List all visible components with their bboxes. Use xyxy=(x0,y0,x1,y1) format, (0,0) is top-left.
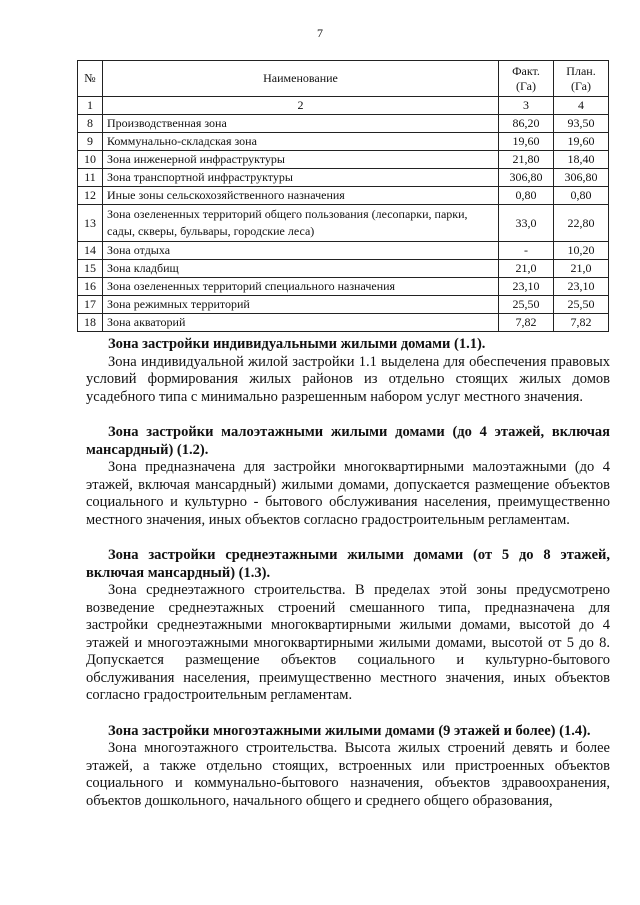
section-body-1-4: Зона многоэтажного строительства. Высота жилых строений девять и более этажей, а также отдельно стоящих, встроенных или пристроенных объектов социального и коммунально-бытового назначения, объектов здравоохранения, объектов дошкольного, начального общего и среднего общего образования, xyxy=(86,740,610,809)
table-row xyxy=(78,205,609,242)
row-fact: 19,60 xyxy=(499,133,554,151)
table-row xyxy=(78,242,609,260)
row-fact: 0,80 xyxy=(499,187,554,205)
row-num: 9 xyxy=(78,133,103,151)
section-title-1-4: Зона застройки многоэтажными жилыми домами (9 этажей и более) (1.4). xyxy=(108,722,591,739)
table-row xyxy=(78,314,609,332)
index-cell: 2 xyxy=(103,97,499,115)
row-num: 13 xyxy=(78,205,103,242)
row-num: 11 xyxy=(78,169,103,187)
row-plan: 19,60 xyxy=(554,133,609,151)
row-num: 10 xyxy=(78,151,103,169)
row-fact: - xyxy=(499,242,554,260)
section-title-1-1: Зона застройки индивидуальными жилыми домами (1.1). xyxy=(108,336,486,352)
row-name: Зона отдыха xyxy=(103,242,499,260)
row-fact: 25,50 xyxy=(499,296,554,314)
row-num: 8 xyxy=(78,115,103,133)
row-name: Зона режимных территорий xyxy=(103,296,499,314)
row-name: Производственная зона xyxy=(103,115,499,133)
table-row xyxy=(78,151,609,169)
row-plan: 23,10 xyxy=(554,278,609,296)
document-body xyxy=(86,336,610,810)
row-plan: 25,50 xyxy=(554,296,609,314)
table-row xyxy=(78,115,609,133)
section-body-1-3: Зона среднеэтажного строительства. В пределах этой зоны предусмотрено возведение среднеэтажных строений смешанного типа, предназначена для застройки среднеэтажными многоквартирными жилыми домами, высотой до 4 этажей и многоэтажными многоквартирными жилыми домами, высотой от 5 до 8. Допускается размещение объектов социального и культурно-бытового обслуживания населения, преимущественно местного значения, иных объектов согласно градостроительным регламентам. xyxy=(86,582,610,703)
header-fact: Факт. (Га) xyxy=(499,61,554,97)
row-fact: 33,0 xyxy=(499,205,554,242)
section-body-1-2: Зона предназначена для застройки многоквартирными малоэтажными (до 4 этажей, включая мансардный) жилыми домами, допускается размещение объектов социального и культурно - бытового обслуживания населения, преимущественно местного значения, иных объектов согласно градостроительным регламентам. xyxy=(86,459,610,528)
row-name: Зона озелененных территорий общего пользования (лесопарки, парки, сады, скверы, бульвары, городские леса) xyxy=(103,205,499,242)
table-row xyxy=(78,133,609,151)
row-fact: 23,10 xyxy=(499,278,554,296)
table-row xyxy=(78,260,609,278)
row-num: 14 xyxy=(78,242,103,260)
section-body-1-1: Зона индивидуальной жилой застройки 1.1 выделена для обеспечения правовых условий формирования жилых районов из отдельно стоящих жилых домов усадебного типа с минимально разрешенным набором услуг местного значения. xyxy=(86,353,610,405)
row-plan: 7,82 xyxy=(554,314,609,332)
header-num: № xyxy=(78,61,103,97)
row-num: 15 xyxy=(78,260,103,278)
row-name: Зона акваторий xyxy=(103,314,499,332)
row-name: Зона озелененных территорий специального назначения xyxy=(103,278,499,296)
row-num: 16 xyxy=(78,278,103,296)
row-plan: 10,20 xyxy=(554,242,609,260)
table-index-row xyxy=(78,97,609,115)
row-fact: 21,80 xyxy=(499,151,554,169)
row-num: 12 xyxy=(78,187,103,205)
section-title-1-2: Зона застройки малоэтажными жилыми домами (до 4 этажей, включая мансардный) (1.2). xyxy=(86,424,610,458)
index-cell: 4 xyxy=(554,97,609,115)
row-fact: 21,0 xyxy=(499,260,554,278)
header-name: Наименование xyxy=(103,61,499,97)
row-name: Зона кладбищ xyxy=(103,260,499,278)
row-fact: 7,82 xyxy=(499,314,554,332)
table-row xyxy=(78,278,609,296)
row-plan: 21,0 xyxy=(554,260,609,278)
row-plan: 306,80 xyxy=(554,169,609,187)
row-name: Иные зоны сельскохозяйственного назначения xyxy=(103,187,499,205)
table-row xyxy=(78,169,609,187)
row-num: 17 xyxy=(78,296,103,314)
row-plan: 93,50 xyxy=(554,115,609,133)
table-row xyxy=(78,187,609,205)
index-cell: 1 xyxy=(78,97,103,115)
row-plan: 18,40 xyxy=(554,151,609,169)
row-plan: 0,80 xyxy=(554,187,609,205)
header-plan: План. (Га) xyxy=(554,61,609,97)
table-header-row xyxy=(78,61,609,97)
row-fact: 306,80 xyxy=(499,169,554,187)
row-name: Зона транспортной инфраструктуры xyxy=(103,169,499,187)
row-fact: 86,20 xyxy=(499,115,554,133)
section-title-1-3: Зона застройки среднеэтажными жилыми домами (от 5 до 8 этажей, включая мансардный) (1.3). xyxy=(86,547,610,581)
page-number: 7 xyxy=(317,26,323,40)
row-num: 18 xyxy=(78,314,103,332)
index-cell: 3 xyxy=(499,97,554,115)
zones-table xyxy=(77,60,609,332)
row-name: Зона инженерной инфраструктуры xyxy=(103,151,499,169)
table-row xyxy=(78,296,609,314)
row-plan: 22,80 xyxy=(554,205,609,242)
row-name: Коммунально-складская зона xyxy=(103,133,499,151)
